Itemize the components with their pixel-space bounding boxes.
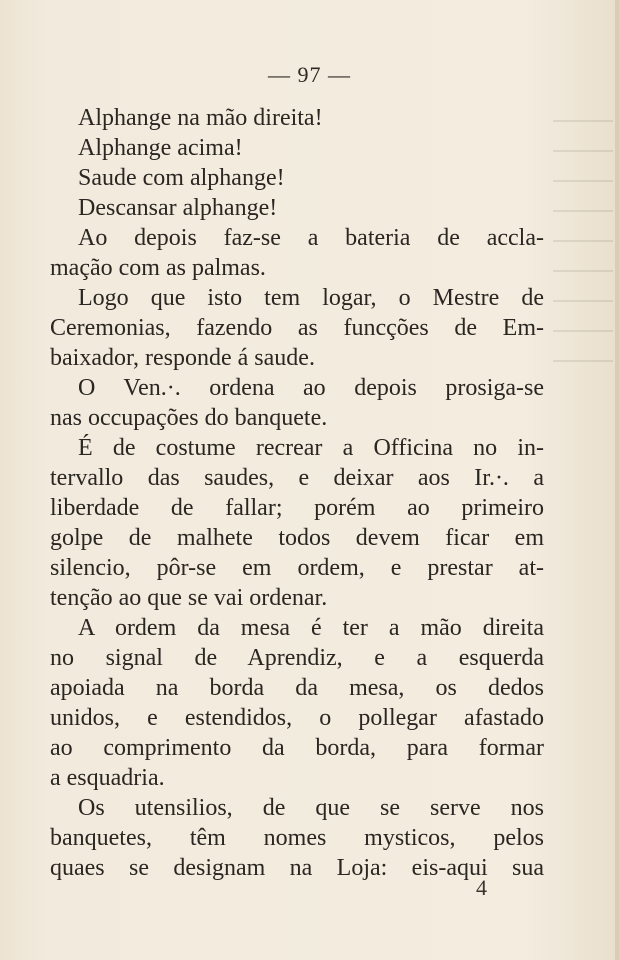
text-line: golpe de malhete todos devem ficar em [50, 525, 544, 551]
text-line: mação com as palmas. [50, 255, 266, 281]
text-line: Os utensilios, de que se serve nos [78, 795, 544, 821]
text-line: no signal de Aprendiz, e a esquerda [50, 645, 544, 671]
text-line: Alphange na mão direita! [78, 105, 323, 131]
text-line: nas occupações do banquete. [50, 405, 328, 431]
signature-mark: 4 [476, 875, 487, 900]
text-line: Logo que isto tem logar, o Mestre de [78, 285, 544, 311]
text-line: A ordem da mesa é ter a mão direita [78, 615, 544, 641]
text-line: Saude com alphange! [78, 165, 285, 191]
text-line: tenção ao que se vai ordenar. [50, 585, 328, 611]
text-line: Alphange acima! [78, 135, 243, 161]
show-through-texture [553, 120, 613, 380]
text-line: banquetes, têm nomes mysticos, pelos [50, 825, 544, 851]
page-number: — 97 — [268, 62, 351, 87]
body-text [50, 103, 544, 883]
text-line: quaes se designam na Loja: eis-aqui sua [50, 855, 544, 881]
text-line: É de costume recrear a Officina no in- [78, 435, 544, 461]
text-line: tervallo das saudes, e deixar aos Ir.·. a [50, 465, 544, 491]
text-line: Descansar alphange! [78, 195, 278, 221]
text-line: a esquadria. [50, 765, 165, 791]
text-line: baixador, responde á saude. [50, 345, 315, 371]
text-line: silencio, pôr-se em ordem, e prestar at- [50, 555, 544, 581]
text-line: O Ven.·. ordena ao depois prosiga-se [78, 375, 544, 401]
text-line: liberdade de fallar; porém ao primeiro [50, 495, 544, 521]
page-edge [615, 0, 619, 960]
text-line: Ceremonias, fazendo as funcções de Em- [50, 315, 544, 341]
text-line: unidos, e estendidos, o pollegar afastado [50, 705, 544, 731]
text-line: Ao depois faz-se a bateria de accla- [78, 225, 544, 251]
text-line: apoiada na borda da mesa, os dedos [50, 675, 544, 701]
text-line: ao comprimento da borda, para formar [50, 735, 544, 761]
